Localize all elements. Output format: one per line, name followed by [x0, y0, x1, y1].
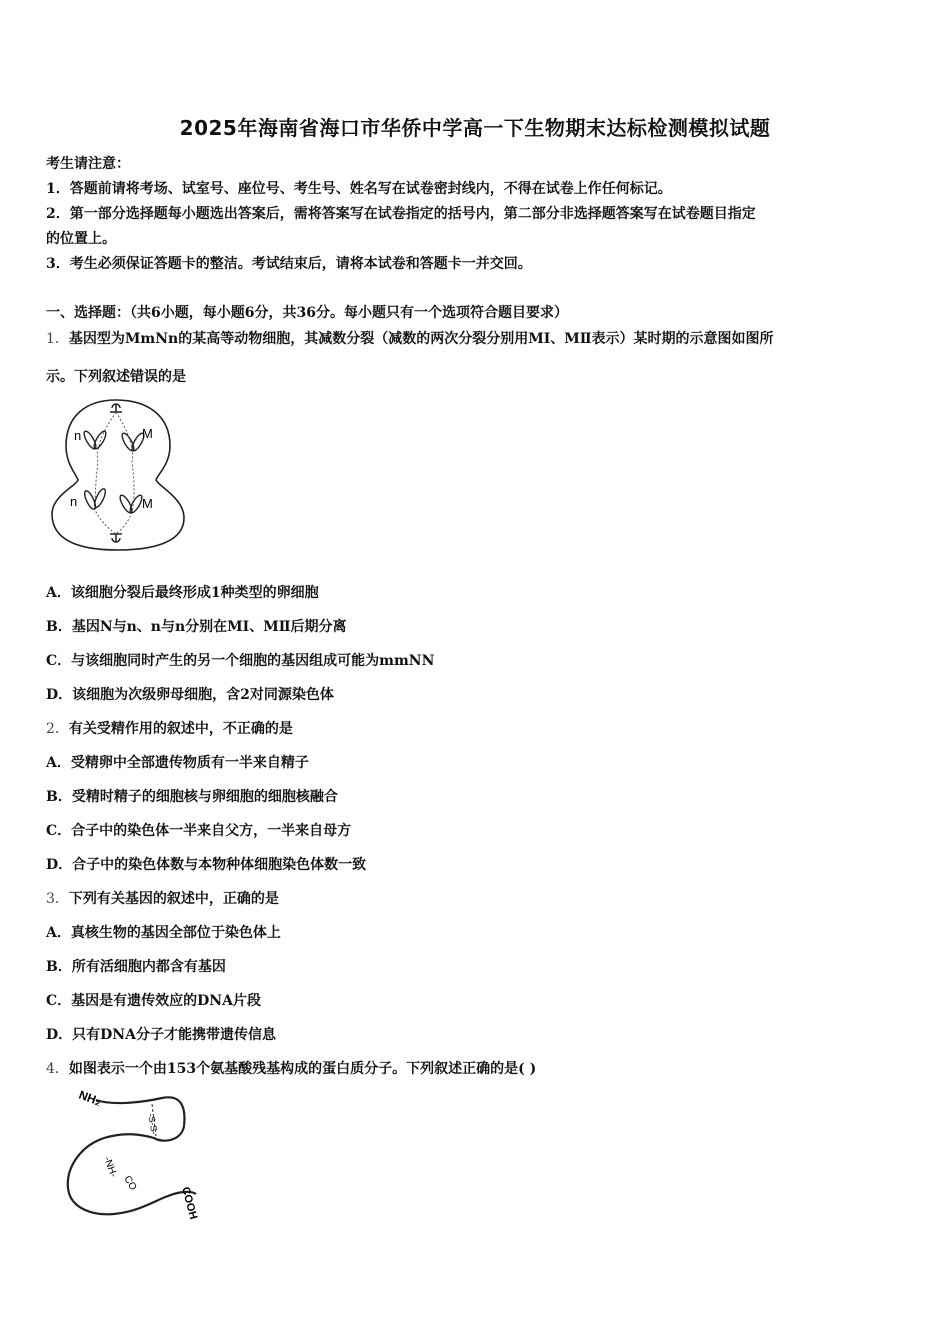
chromosome-upper-left — [82, 430, 108, 451]
chromosome-lower-left — [83, 487, 108, 510]
chromosome-lower-right — [118, 494, 144, 515]
notice-heading: 考生请注意： — [46, 156, 130, 172]
question-text: 有关受精作用的叙述中，不正确的是 — [68, 721, 293, 737]
question-number: 2． — [46, 721, 69, 737]
spindle-fiber — [95, 412, 116, 534]
question-4-stem — [46, 1058, 536, 1078]
question-1-stem — [46, 328, 774, 348]
centriole-top — [110, 404, 122, 412]
question-number: 3． — [46, 891, 69, 907]
gene-label: n — [74, 428, 82, 443]
gene-label: M — [142, 496, 153, 511]
option: A．受精卵中全部遗传物质有一半来自精子 — [46, 755, 309, 771]
option: B．所有活细胞内都含有基因 — [46, 959, 226, 975]
polypeptide-chain — [68, 1097, 196, 1214]
carboxyl-terminus-label: COOH — [179, 1185, 200, 1221]
peptide-nh-label: -NH- — [101, 1155, 119, 1179]
peptide-co-label: CO — [121, 1174, 139, 1193]
section-heading: 一、选择题：（共6小题，每小题6分，共36分。每小题只有一个选项符合题目要求） — [46, 305, 568, 321]
option: A．真核生物的基因全部位于染色体上 — [46, 925, 281, 941]
gene-label: M — [142, 426, 153, 441]
question-text: 如图表示一个由153个氨基酸残基构成的蛋白质分子。下列叙述正确的是( ) — [68, 1061, 537, 1077]
amino-terminus-label: NH₂ — [76, 1087, 104, 1109]
option: D．只有DNA分子才能携带遗传信息 — [46, 1027, 276, 1043]
notice-item: 1．答题前请将考场、试室号、座位号、考生号、姓名写在试卷密封线内，不得在试卷上作任何标记。 — [46, 181, 672, 197]
option: D．合子中的染色体数与本物种体细胞染色体数一致 — [46, 857, 367, 873]
question-3-stem — [46, 888, 279, 908]
protein-figure — [44, 1084, 224, 1224]
option: A．该细胞分裂后最终形成1种类型的卵细胞 — [46, 585, 319, 601]
option: B．基因N与n、n与n分别在MⅠ、MⅡ后期分离 — [46, 619, 347, 635]
question-2-stem — [46, 718, 293, 738]
centriole-bottom — [110, 534, 122, 542]
option: D．该细胞为次级卵母细胞，含2对同源染色体 — [46, 687, 334, 703]
notice-item: 2．第一部分选择题每小题选出答案后，需将答案写在试卷指定的括号内，第二部分非选择题答案写在试卷题目指定 — [46, 206, 756, 222]
question-1-stem-cont: 示。下列叙述错误的是 — [46, 369, 186, 385]
cell-division-figure — [46, 394, 196, 554]
option: B．受精时精子的细胞核与卵细胞的细胞核融合 — [46, 789, 338, 805]
question-text: 基因型为MmNn的某高等动物细胞，其减数分裂（减数的两次分裂分别用MⅠ、MⅡ表示）某时期的示意图如图所 — [68, 331, 774, 347]
question-number: 1． — [46, 331, 69, 347]
cell-membrane — [52, 400, 184, 550]
spindle-fiber — [116, 412, 134, 534]
notice-item: 3．考生必须保证答题卡的整洁。考试结束后，请将本试卷和答题卡一并交回。 — [46, 256, 532, 272]
question-text: 下列有关基因的叙述中，正确的是 — [68, 891, 279, 907]
page-title: 2025年海南省海口市华侨中学高一下生物期末达标检测模拟试题 — [179, 116, 771, 140]
question-number: 4． — [46, 1061, 69, 1077]
notice-item: 的位置上。 — [46, 231, 116, 247]
gene-label: n — [70, 494, 78, 509]
option: C．基因是有遗传效应的DNA片段 — [46, 993, 261, 1009]
option: C．合子中的染色体一半来自父方，一半来自母方 — [46, 823, 352, 839]
option: C．与该细胞同时产生的另一个细胞的基因组成可能为mmNN — [46, 653, 435, 669]
disulfide-label: -S-S- — [146, 1112, 160, 1136]
